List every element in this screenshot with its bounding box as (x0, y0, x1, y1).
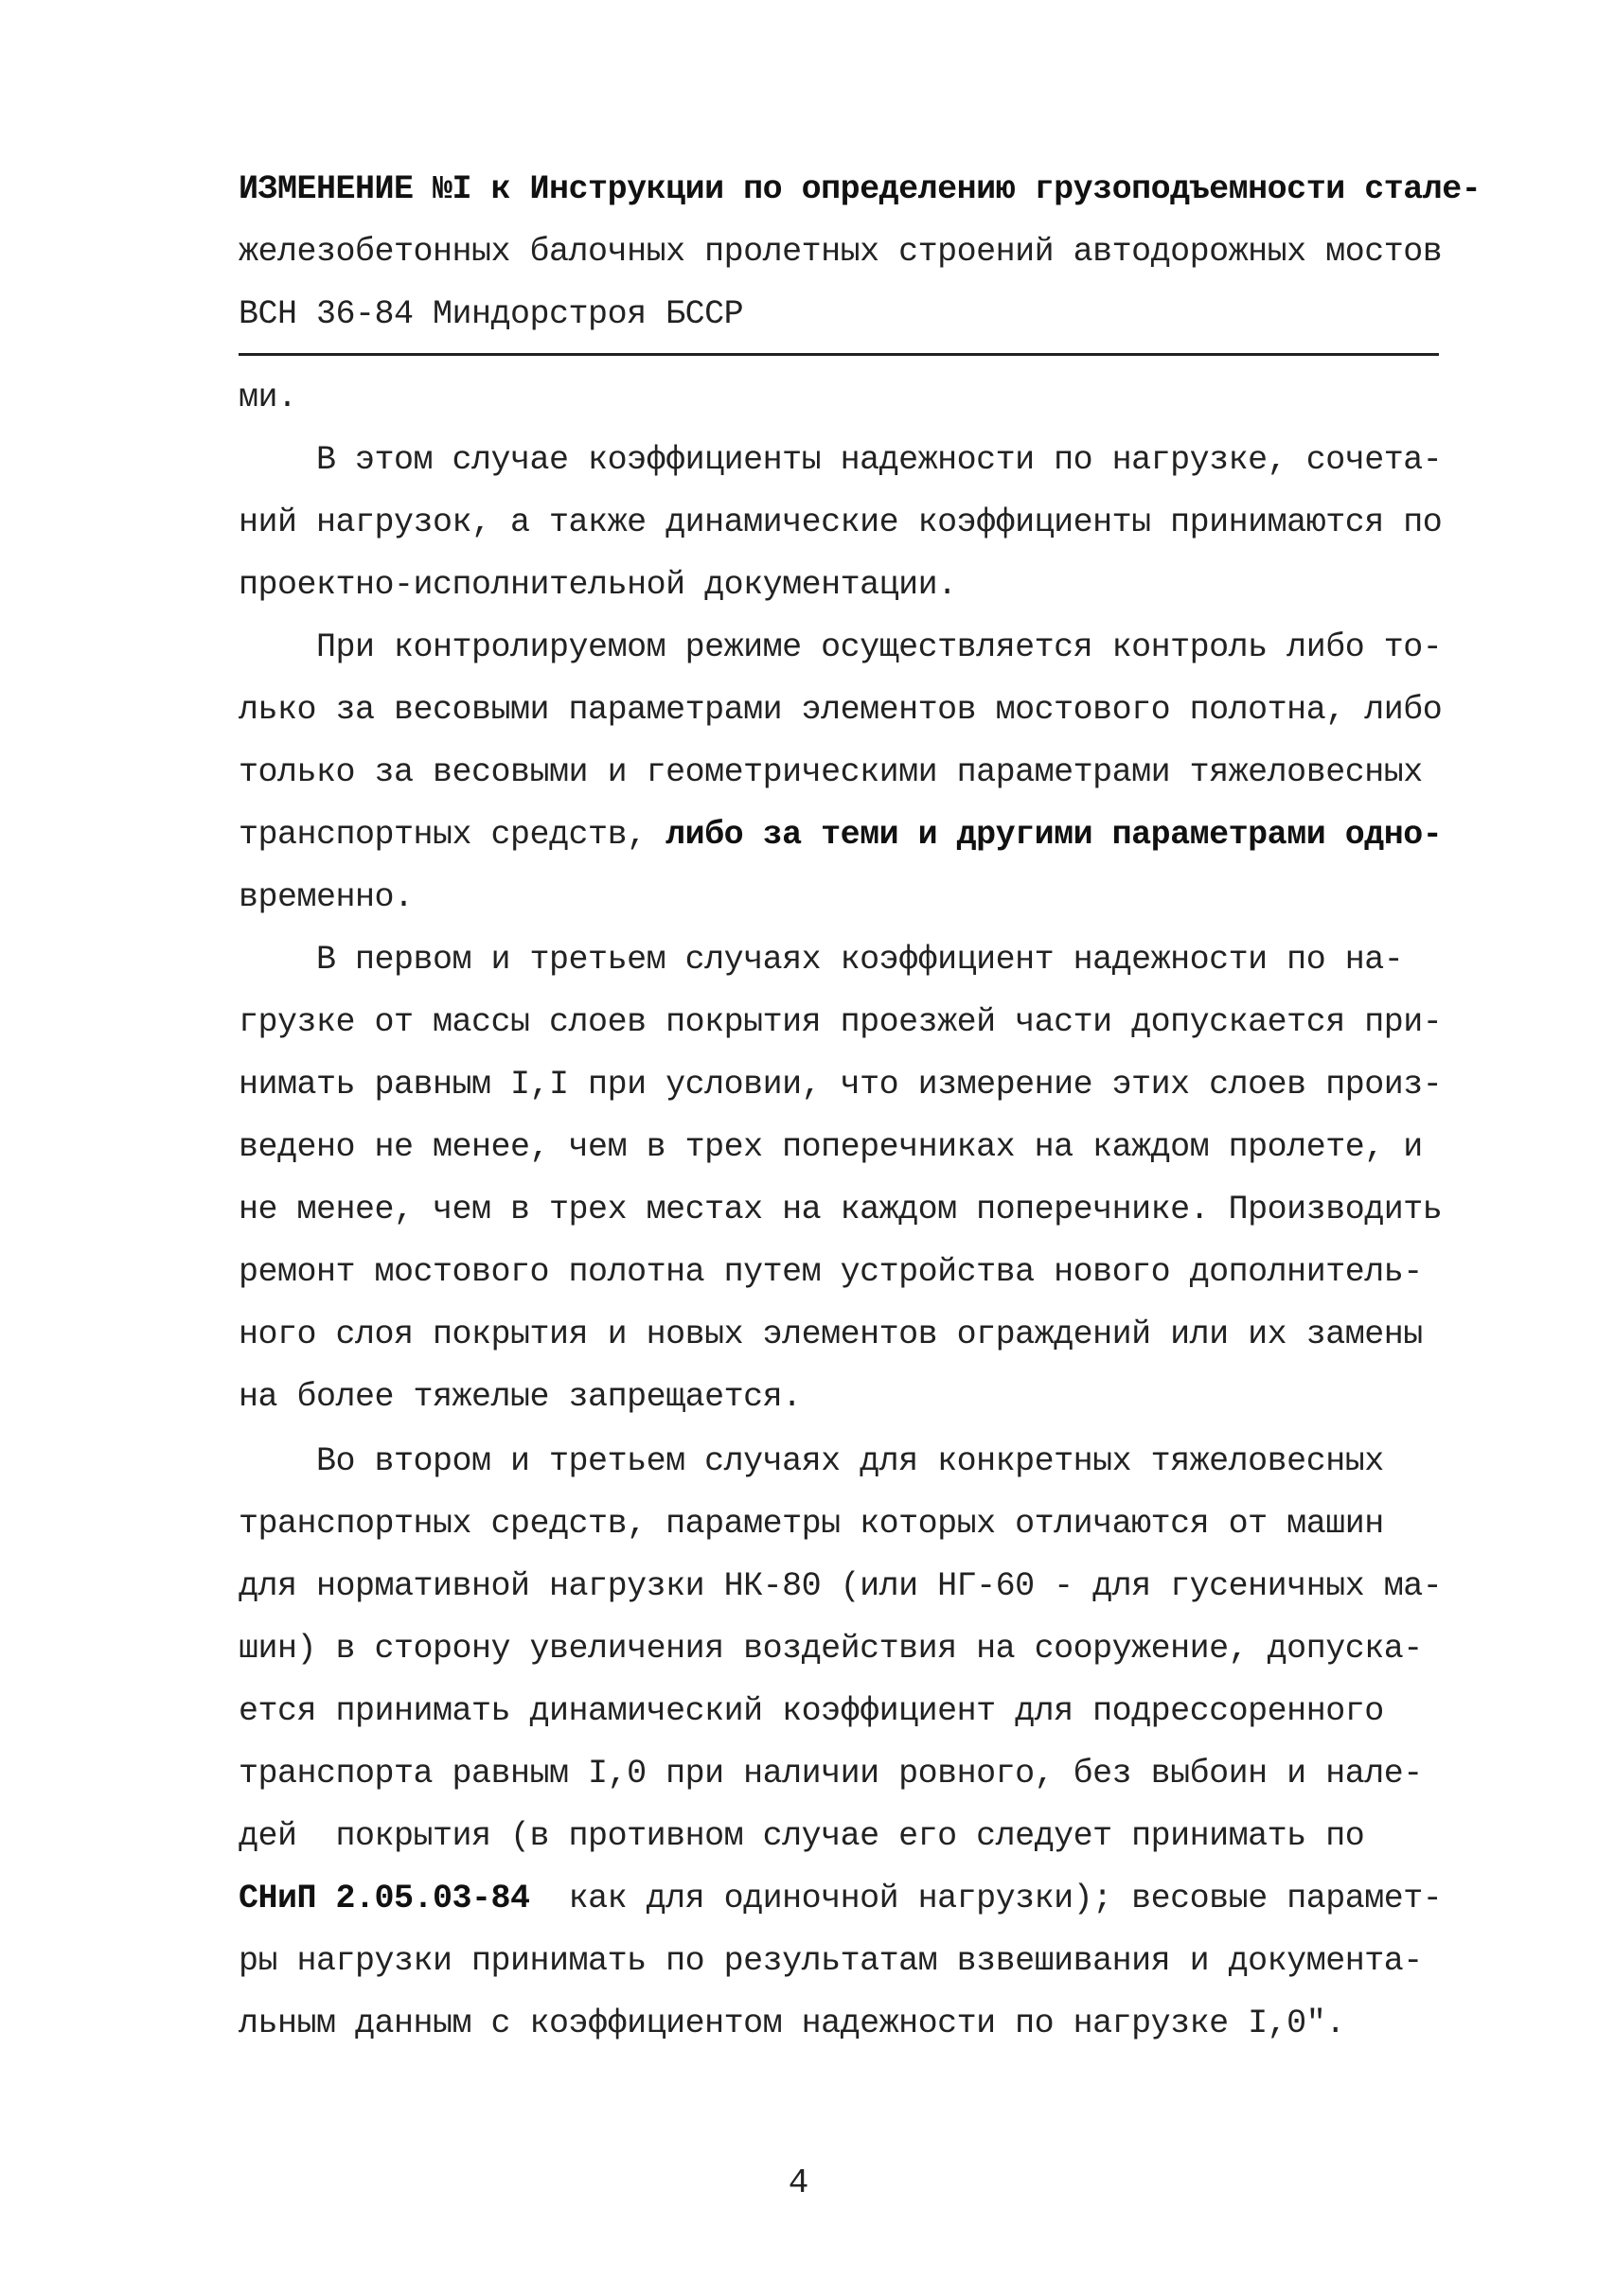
header-title-line: ИЗМЕНЕНИЕ №I к Инструкции по определению грузоподъемности стале- (239, 170, 1482, 208)
text-line: В этом случае коэффициенты надежности по нагрузке, сочета- (239, 441, 1443, 479)
text-line: проектно-исполнительной документации. (239, 566, 957, 604)
text-line: ведено не менее, чем в трех поперечниках на каждом пролете, и (239, 1128, 1423, 1166)
text-line: для нормативной нагрузки НК-80 (или НГ-60 - для гусеничных ма- (239, 1567, 1443, 1605)
header-subtitle-line: железобетонных балочных пролетных строений автодорожных мостов (239, 233, 1443, 271)
bold-text-segment: СНиП 2.05.03-84 (239, 1880, 530, 1917)
text-segment: транспортных средств, (239, 816, 666, 854)
text-line (239, 816, 1442, 854)
text-line: Во втором и третьем случаях для конкретных тяжеловесных (239, 1442, 1384, 1480)
text-line: временно. (239, 878, 414, 916)
header-code-line: ВСН 36-84 Миндорстроя БССР (239, 295, 744, 333)
text-line: ремонт мостового полотна путем устройства нового дополнитель- (239, 1253, 1423, 1291)
text-line: В первом и третьем случаях коэффициент надежности по на- (239, 941, 1404, 979)
text-line: не менее, чем в трех местах на каждом поперечнике. Производить (239, 1191, 1443, 1228)
text-line: При контролируемом режиме осуществляется контроль либо то- (239, 628, 1443, 666)
text-line: грузке от массы слоев покрытия проезжей части допускается при- (239, 1003, 1443, 1041)
page-number: 4 (788, 2164, 809, 2202)
document-body (239, 0, 1450, 2296)
text-line: транспортных средств, параметры которых отличаются от машин (239, 1505, 1384, 1543)
text-line: льным данным с коэффициентом надежности по нагрузке I,0". (239, 2005, 1345, 2042)
text-line: ний нагрузок, а также динамические коэффициенты принимаются по (239, 503, 1443, 541)
text-line: ми. (239, 379, 297, 416)
text-line: ется принимать динамический коэффициент для подрессоренного (239, 1692, 1384, 1730)
text-line: шин) в сторону увеличения воздействия на сооружение, допуска- (239, 1630, 1423, 1668)
text-line: ного слоя покрытия и новых элементов ограждений или их замены (239, 1316, 1423, 1353)
bold-text-segment: либо за теми и другими параметрами одно- (665, 816, 1443, 854)
text-line (239, 1880, 1442, 1917)
text-line: на более тяжелые запрещается. (239, 1378, 802, 1416)
text-line: лько за весовыми параметрами элементов мостового полотна, либо (239, 691, 1443, 729)
text-segment: как для одиночной нагрузки); весовые парамет- (529, 1880, 1443, 1917)
text-line: только за весовыми и геометрическими параметрами тяжеловесных (239, 753, 1423, 791)
text-line: транспорта равным I,0 при наличии ровного, без выбоин и нале- (239, 1755, 1423, 1793)
text-line: нимать равным I,I при условии, что измерение этих слоев произ- (239, 1066, 1443, 1104)
text-line: дей покрытия (в противном случае его следует принимать по (239, 1817, 1365, 1855)
text-line: ры нагрузки принимать по результатам взвешивания и документа- (239, 1942, 1423, 1980)
